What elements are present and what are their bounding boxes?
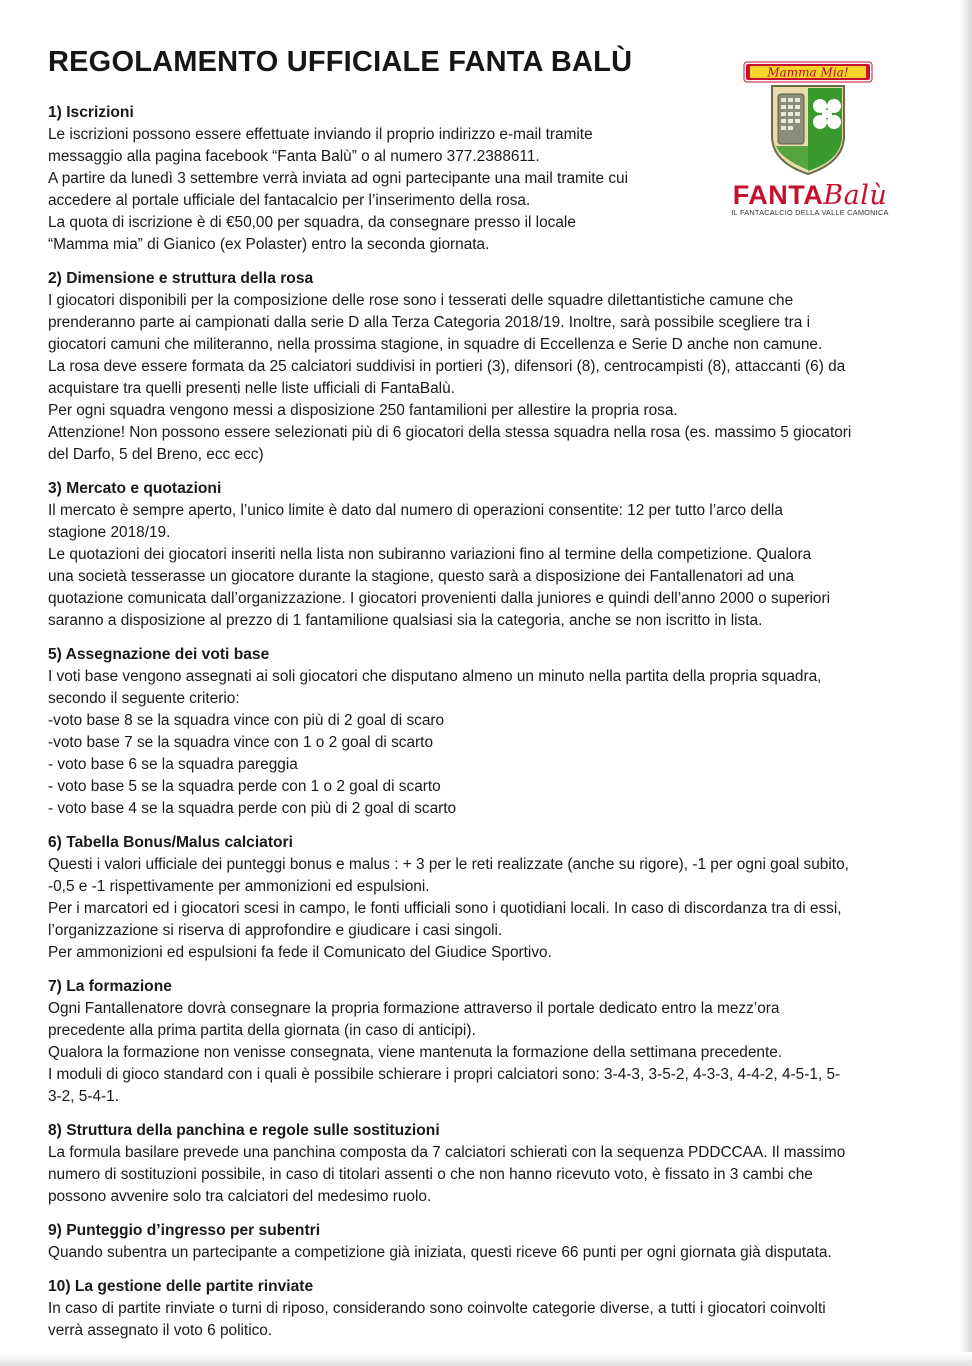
section-text-line: La quota di iscrizione è di €50,00 per squadra, da consegnare presso il locale [48, 214, 576, 231]
section-title: 2) Dimensione e struttura della rosa [48, 270, 314, 287]
section-text-line: - voto base 6 se la squadra pareggia [48, 756, 298, 773]
section-text-line: messaggio alla pagina facebook “Fanta Balù” o al numero 377.2388611. [48, 148, 540, 165]
section-text-line: In caso di partite rinviate o turni di riposo, considerando sono coinvolte categorie diverse, a tutti i giocatori coinvolti [48, 1300, 826, 1317]
section-text-line: prenderanno parte ai campionati dalla serie D alla Terza Categoria 2018/19. Inoltre, sarà possibile scegliere tra i [48, 314, 810, 331]
rule-section [48, 644, 913, 820]
section-text-line: acquistare tra quelli presenti nelle liste ufficiali di FantaBalù. [48, 380, 455, 397]
page-shadow-bottom [0, 1352, 972, 1366]
section-text-line: precedente alla prima partita della giornata (in caso di anticipi). [48, 1022, 476, 1039]
section-title: 1) Iscrizioni [48, 104, 134, 121]
section-text-line: -voto base 7 se la squadra vince con 1 o 2 goal di scarto [48, 734, 433, 751]
section-text-line: una società tesserasse un giocatore durante la stagione, questo sarà a disposizione dei Fantallenatori ad una [48, 568, 795, 585]
section-text-line: Ogni Fantallenatore dovrà consegnare la propria formazione attraverso il portale dedicato entro la mezz’ora [48, 1000, 780, 1017]
section-text-line: giocatori camuni che militeranno, nella prossima stagione, in squadre di Eccellenza e Serie D anche non camune. [48, 336, 823, 353]
sections-container [48, 102, 913, 1342]
section-text-line: del Darfo, 5 del Breno, ecc ecc) [48, 446, 264, 463]
rule-section [48, 1220, 913, 1264]
section-text-line: Qualora la formazione non venisse consegnata, viene mantenuta la formazione della settimana precedente. [48, 1044, 783, 1061]
logo-name: FANTABalù [732, 180, 888, 211]
section-text-line: La formula basilare prevede una panchina composta da 7 calciatori schierati con la sequenza PDDCCAA. Il massimo [48, 1144, 846, 1161]
logo-tagline: IL FANTACALCIO DELLA VALLE CAMONICA [731, 208, 889, 217]
section-title: 5) Assegnazione dei voti base [48, 646, 270, 663]
section-text-line: - voto base 5 se la squadra perde con 1 o 2 goal di scarto [48, 778, 441, 795]
rule-section [48, 1120, 913, 1208]
section-text-line: Quando subentra un partecipante a competizione già iniziata, questi riceve 66 punti per ogni giornata già disputata. [48, 1244, 832, 1261]
section-text-line: Le iscrizioni possono essere effettuate inviando il proprio indirizzo e-mail tramite [48, 126, 593, 143]
section-text-line: -voto base 8 se la squadra vince con più di 2 goal di scaro [48, 712, 445, 729]
section-text-line: I giocatori disponibili per la composizione delle rose sono i tesserati delle squadre dilettantistiche camune che [48, 292, 794, 309]
section-text-line: Per i marcatori ed i giocatori scesi in campo, le fonti ufficiali sono i quotidiani locali. In caso di discordanza tra di essi, [48, 900, 842, 917]
section-text-line: I voti base vengono assegnati ai soli giocatori che disputano almeno un minuto nella partita della propria squadra, [48, 668, 822, 685]
rule-section [48, 976, 913, 1108]
section-text-line: quotazione comunicata dall’organizzazione. I giocatori provenienti dalla juniores e quindi dell’anno 2000 o superiori [48, 590, 831, 607]
section-text-line: Le quotazioni dei giocatori inseriti nella lista non subiranno variazioni fino al termine della competizione. Qualora [48, 546, 812, 563]
section-text-line: saranno a disposizione al prezzo di 1 fantamilione qualsiasi sia la categoria, anche se non iscritto in lista. [48, 612, 763, 629]
section-text-line: possono avvenire solo tra calciatori del medesimo ruolo. [48, 1188, 432, 1205]
section-text-line: - voto base 4 se la squadra perde con più di 2 goal di scarto [48, 800, 457, 817]
rule-section [48, 832, 913, 964]
page-shadow-right [960, 0, 972, 1366]
document-page [48, 40, 913, 1342]
section-text-line: verrà assegnato il voto 6 politico. [48, 1322, 273, 1339]
section-title: 6) Tabella Bonus/Malus calciatori [48, 834, 293, 851]
section-text-line: A partire da lunedì 3 settembre verrà inviata ad ogni partecipante una mail tramite cui [48, 170, 629, 187]
section-text-line: 3-2, 5-4-1. [48, 1088, 120, 1105]
section-text-line: l’organizzazione si riserva di approfondire e giudicare i casi singoli. [48, 922, 503, 939]
section-text-line: stagione 2018/19. [48, 524, 171, 541]
section-text-line: Il mercato è sempre aperto, l’unico limite è dato dal numero di operazioni consentite: 12 per tutto l’arco della [48, 502, 783, 519]
section-title: 3) Mercato e quotazioni [48, 480, 222, 497]
fanta-balu-logo [724, 58, 896, 222]
section-text-line: “Mamma mia” di Gianico (ex Polaster) entro la seconda giornata. [48, 236, 490, 253]
section-text-line: Per ammonizioni ed espulsioni fa fede il Comunicato del Giudice Sportivo. [48, 944, 552, 961]
section-text-line: numero di sostituzioni possibile, in caso di titolari assenti o che non hanno ricevuto voto, è fissato in 3 cambi che [48, 1166, 813, 1183]
section-text-line: I moduli di gioco standard con i quali è possibile schierare i propri calciatori sono: 3-4-3, 3-5-2, 4-3-3, 4-4-2, 4-5-1, 5- [48, 1066, 841, 1083]
section-title: 10) La gestione delle partite rinviate [48, 1278, 314, 1295]
shield-emblem-icon [724, 58, 896, 182]
section-text-line: Per ogni squadra vengono messi a disposizione 250 fantamilioni per allestire la propria rosa. [48, 402, 678, 419]
rule-section [48, 1276, 913, 1342]
section-text-line: secondo il seguente criterio: [48, 690, 240, 707]
rule-section [48, 478, 913, 632]
section-title: 7) La formazione [48, 978, 172, 995]
section-title: 8) Struttura della panchina e regole sulle sostituzioni [48, 1122, 440, 1139]
section-text-line: La rosa deve essere formata da 25 calciatori suddivisi in portieri (3), difensori (8), centrocampisti (8), attaccanti (6) da [48, 358, 846, 375]
section-text-line: Questi i valori ufficiale dei punteggi bonus e malus : + 3 per le reti realizzate (anche su rigore), -1 per ogni goal subito, [48, 856, 849, 873]
page-title: REGOLAMENTO UFFICIALE FANTA BALÙ [48, 46, 633, 78]
section-title: 9) Punteggio d’ingresso per subentri [48, 1222, 321, 1239]
logo-sign-text: Mamma Mia! [767, 65, 849, 80]
section-text-line: accedere al portale ufficiale del fantacalcio per l’inserimento della rosa. [48, 192, 531, 209]
section-text-line: -0,5 e -1 rispettivamente per ammonizioni ed espulsioni. [48, 878, 430, 895]
rule-section [48, 268, 913, 466]
section-text-line: Attenzione! Non possono essere selezionati più di 6 giocatori della stessa squadra nella rosa (es. massimo 5 giocatori [48, 424, 852, 441]
